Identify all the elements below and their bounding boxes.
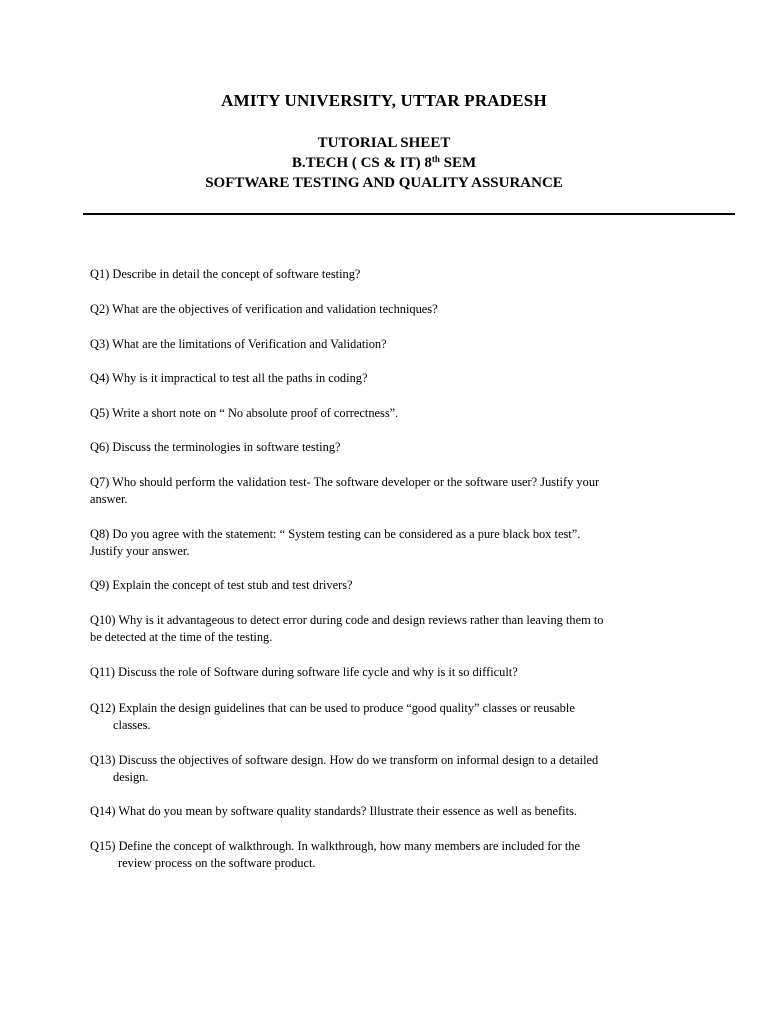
question-text-continued: be detected at the time of the testing. <box>90 630 273 644</box>
question-item <box>90 612 715 646</box>
course-line <box>0 153 768 173</box>
question-text: Q11) Discuss the role of Software during software life cycle and why is it so difficult? <box>90 665 518 679</box>
subject-title: SOFTWARE TESTING AND QUALITY ASSURANCE <box>205 175 563 191</box>
question-item <box>90 405 715 422</box>
question-text-continued: Justify your answer. <box>90 544 190 558</box>
question-item <box>90 439 715 456</box>
question-text: Q6) Discuss the terminologies in software testing? <box>90 440 341 454</box>
question-item <box>90 700 715 734</box>
question-text-continued: design. <box>113 770 149 784</box>
question-text: Q15) Define the concept of walkthrough. In walkthrough, how many members are included for the <box>90 839 580 853</box>
question-item <box>90 336 715 353</box>
question-text-continued: classes. <box>113 718 151 732</box>
question-item <box>90 266 715 283</box>
question-item <box>90 370 715 387</box>
course-prefix: B.TECH ( CS & IT) 8 <box>291 155 432 171</box>
question-text: Q7) Who should perform the validation test- The software developer or the software user? Justify your <box>90 475 600 489</box>
question-item <box>90 664 715 681</box>
question-text: Q5) Write a short note on “ No absolute proof of correctness”. <box>90 406 399 420</box>
course-ordinal: th <box>431 154 440 164</box>
question-item <box>90 752 715 786</box>
question-item <box>90 526 715 560</box>
question-text: Q13) Discuss the objectives of software design. How do we transform on informal design to a detailed <box>90 753 599 767</box>
question-item <box>90 577 715 594</box>
sheet-title: TUTORIAL SHEET <box>317 135 451 151</box>
question-item <box>90 838 715 872</box>
question-item <box>90 803 715 820</box>
question-text: Q1) Describe in detail the concept of software testing? <box>90 267 361 281</box>
course-suffix: SEM <box>439 155 477 171</box>
question-text: Q9) Explain the concept of test stub and test drivers? <box>90 578 353 592</box>
question-text: Q8) Do you agree with the statement: “ System testing can be considered as a pure black box test”. <box>90 527 581 541</box>
question-text: Q14) What do you mean by software quality standards? Illustrate their essence as well as benefits. <box>90 804 577 818</box>
question-item <box>90 301 715 318</box>
header-divider <box>83 213 735 215</box>
question-text: Q3) What are the limitations of Verification and Validation? <box>90 337 387 351</box>
sheet-header <box>0 133 768 193</box>
question-text-continued: answer. <box>90 492 128 506</box>
question-item <box>90 474 715 508</box>
university-title: AMITY UNIVERSITY, UTTAR PRADESH <box>221 91 547 110</box>
question-text: Q10) Why is it advantageous to detect error during code and design reviews rather than leaving them to <box>90 613 604 627</box>
question-text: Q4) Why is it impractical to test all the paths in coding? <box>90 371 368 385</box>
question-text: Q2) What are the objectives of verification and validation techniques? <box>90 302 438 316</box>
question-text-continued: review process on the software product. <box>118 856 316 870</box>
question-text: Q12) Explain the design guidelines that can be used to produce “good quality” classes or reusable <box>90 701 575 715</box>
